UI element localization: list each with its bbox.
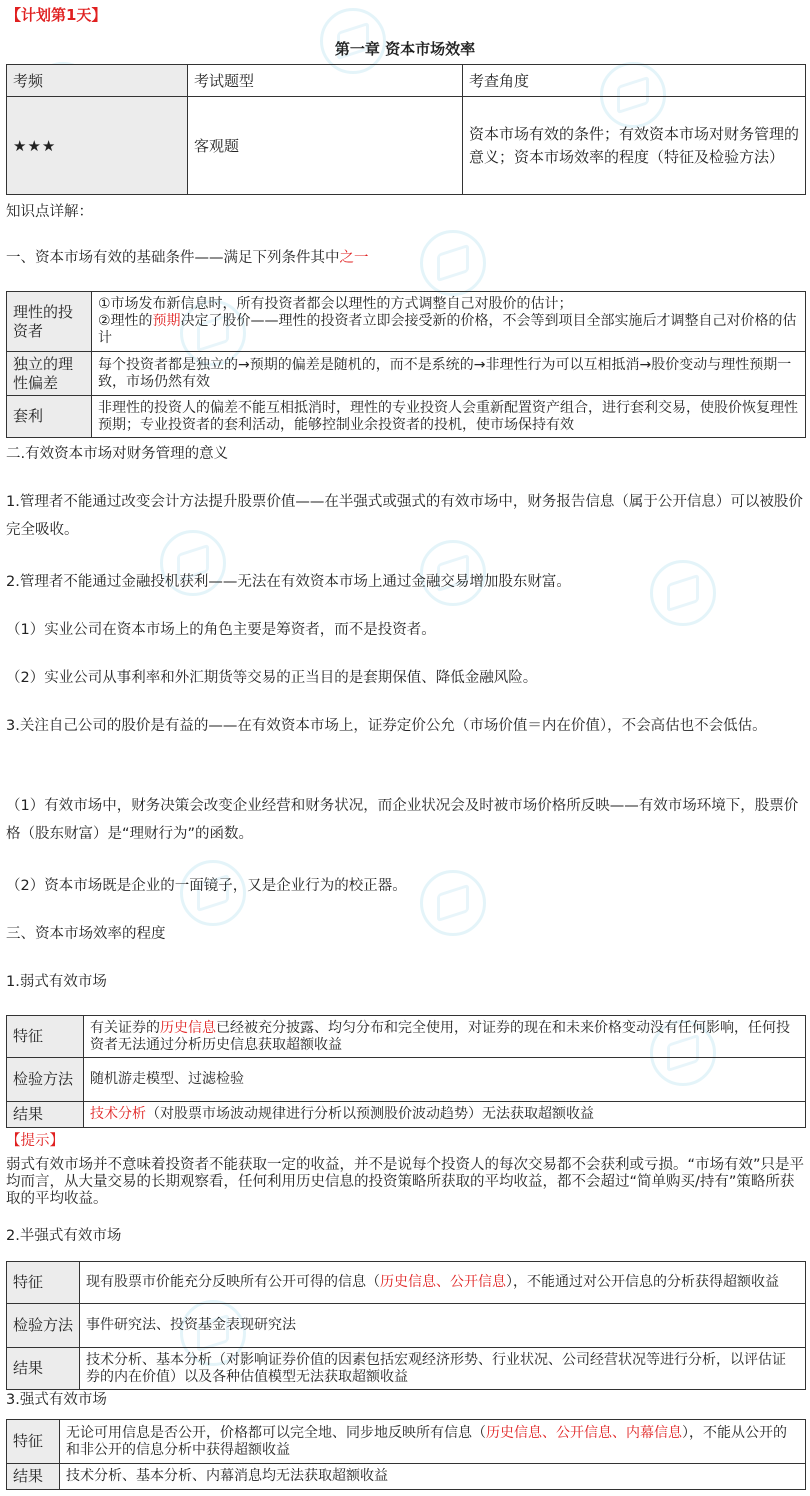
header-frequency: 考频 bbox=[7, 65, 188, 97]
header-question-type: 考试题型 bbox=[188, 65, 463, 97]
row-label-arbitrage: 套利 bbox=[7, 396, 92, 438]
strong-feature-label: 特征 bbox=[7, 1420, 60, 1464]
semi-result-label: 结果 bbox=[7, 1348, 80, 1390]
weak-feature-label: 特征 bbox=[7, 1016, 84, 1058]
semi-test-label: 检验方法 bbox=[7, 1304, 80, 1348]
weak-result-label: 结果 bbox=[7, 1102, 84, 1128]
weak-feature-text: 有关证券的历史信息已经被充分披露、均匀分布和完全使用，对证券的现在和未来价格变动没有任何影响，任何投资者无法通过分析历史信息获取超额收益 bbox=[84, 1016, 806, 1058]
section2-point2-sub1: （1）实业公司在资本市场上的角色主要是筹资者，而不是投资者。 bbox=[6, 622, 436, 638]
strong-title: 3.强式有效市场 bbox=[6, 1392, 107, 1408]
row-text-rational: ①市场发布新信息时，所有投资者都会以理性的方式调整自己对股价的估计； ②理性的预期决定了股价——理性的投资者立即会接受新的价格，不会等到项目全部实施后才调整自己对价格的估计 bbox=[92, 292, 806, 352]
row-label-rational: 理性的投资者 bbox=[7, 292, 92, 352]
weak-market-table bbox=[6, 1015, 806, 1128]
section3-heading: 三、资本市场效率的程度 bbox=[6, 926, 166, 942]
section2-point3-sub2: （2）资本市场既是企业的一面镜子，又是企业行为的校正器。 bbox=[6, 878, 407, 894]
semi-test-text: 事件研究法、投资基金表现研究法 bbox=[80, 1304, 806, 1348]
angle-value: 资本市场有效的条件；有效资本市场对财务管理的意义；资本市场效率的程度（特征及检验方法） bbox=[463, 97, 806, 195]
row-text-independent: 每个投资者都是独立的→预期的偏差是随机的，而不是系统的→非理性行为可以互相抵消→股价变动与理性预期一致，市场仍然有效 bbox=[92, 352, 806, 396]
question-type-value: 客观题 bbox=[188, 97, 463, 195]
plan-day-tag: 【计划第1天】 bbox=[6, 6, 107, 24]
exam-info-table bbox=[6, 64, 806, 195]
header-angle: 考查角度 bbox=[463, 65, 806, 97]
semi-strong-table bbox=[6, 1261, 806, 1390]
weak-test-label: 检验方法 bbox=[7, 1058, 84, 1102]
row-text-arbitrage: 非理性的投资人的偏差不能互相抵消时，理性的专业投资人会重新配置资产组合，进行套利交易，使股价恢复理性预期；专业投资者的套利活动，能够控制业余投资者的投机，使市场保持有效 bbox=[92, 396, 806, 438]
chapter-title: 第一章 资本市场效率 bbox=[334, 40, 476, 58]
strong-result-text: 技术分析、基本分析、内幕消息均无法获取超额收益 bbox=[60, 1464, 806, 1490]
section2-point3-sub1: （1）有效市场中，财务决策会改变企业经营和财务状况，而企业状况会及时被市场价格所反映——有效市场环境下，股票价格（股东财富）是“理财行为”的函数。 bbox=[6, 798, 799, 842]
semi-result-text: 技术分析、基本分析（对影响证券价值的因素包括宏观经济形势、行业状况、公司经营状况等进行分析，以评估证券的内在价值）以及各种估值模型无法获取超额收益 bbox=[80, 1348, 806, 1390]
strong-feature-text: 无论可用信息是否公开，价格都可以完全地、同步地反映所有信息（历史信息、公开信息、内幕信息），不能从公开的和非公开的信息分析中获得超额收益 bbox=[60, 1420, 806, 1464]
section2-heading: 二.有效资本市场对财务管理的意义 bbox=[6, 446, 229, 462]
semi-feature-label: 特征 bbox=[7, 1262, 80, 1304]
section2-point1: 1.管理者不能通过改变会计方法提升股票价值——在半强式或强式的有效市场中，财务报告信息（属于公开信息）可以被股价完全吸收。 bbox=[6, 494, 803, 538]
section2-point2-sub2: （2）实业公司从事利率和外汇期货等交易的正当目的是套期保值、降低金融风险。 bbox=[6, 670, 538, 686]
section1-heading: 一、资本市场有效的基础条件——满足下列条件其中之一 bbox=[6, 250, 369, 266]
weak-test-text: 随机游走模型、过滤检验 bbox=[84, 1058, 806, 1102]
tip-label: 【提示】 bbox=[6, 1133, 64, 1149]
weak-market-title: 1.弱式有效市场 bbox=[6, 974, 107, 990]
strong-result-label: 结果 bbox=[7, 1464, 60, 1490]
semi-feature-text: 现有股票市价能充分反映所有公开可得的信息（历史信息、公开信息），不能通过对公开信息的分析获得超额收益 bbox=[80, 1262, 806, 1304]
section2-point2: 2.管理者不能通过金融投机获利——无法在有效资本市场上通过金融交易增加股东财富。 bbox=[6, 574, 571, 590]
section2-point3: 3.关注自己公司的股价是有益的——在有效资本市场上，证券定价公允（市场价值＝内在价值），不会高估也不会低估。 bbox=[6, 718, 767, 734]
row-label-independent: 独立的理性偏差 bbox=[7, 352, 92, 396]
frequency-stars: ★★★ bbox=[7, 97, 188, 195]
tip-text: 弱式有效市场并不意味着投资者不能获取一定的收益，并不是说每个投资人的每次交易都不会获利或亏损。“市场有效”只是平均而言，从大量交易的长期观察看，任何利用历史信息的投资策略所获取的平均收益，都不会超过“简单购买/持有”策略所获取的平均收益。 bbox=[6, 1157, 805, 1207]
conditions-table bbox=[6, 291, 806, 438]
semi-strong-title: 2.半强式有效市场 bbox=[6, 1228, 122, 1244]
weak-result-text: 技术分析（对股票市场波动规律进行分析以预测股价波动趋势）无法获取超额收益 bbox=[84, 1102, 806, 1128]
strong-table bbox=[6, 1419, 806, 1490]
knowledge-intro: 知识点详解： bbox=[6, 204, 93, 220]
